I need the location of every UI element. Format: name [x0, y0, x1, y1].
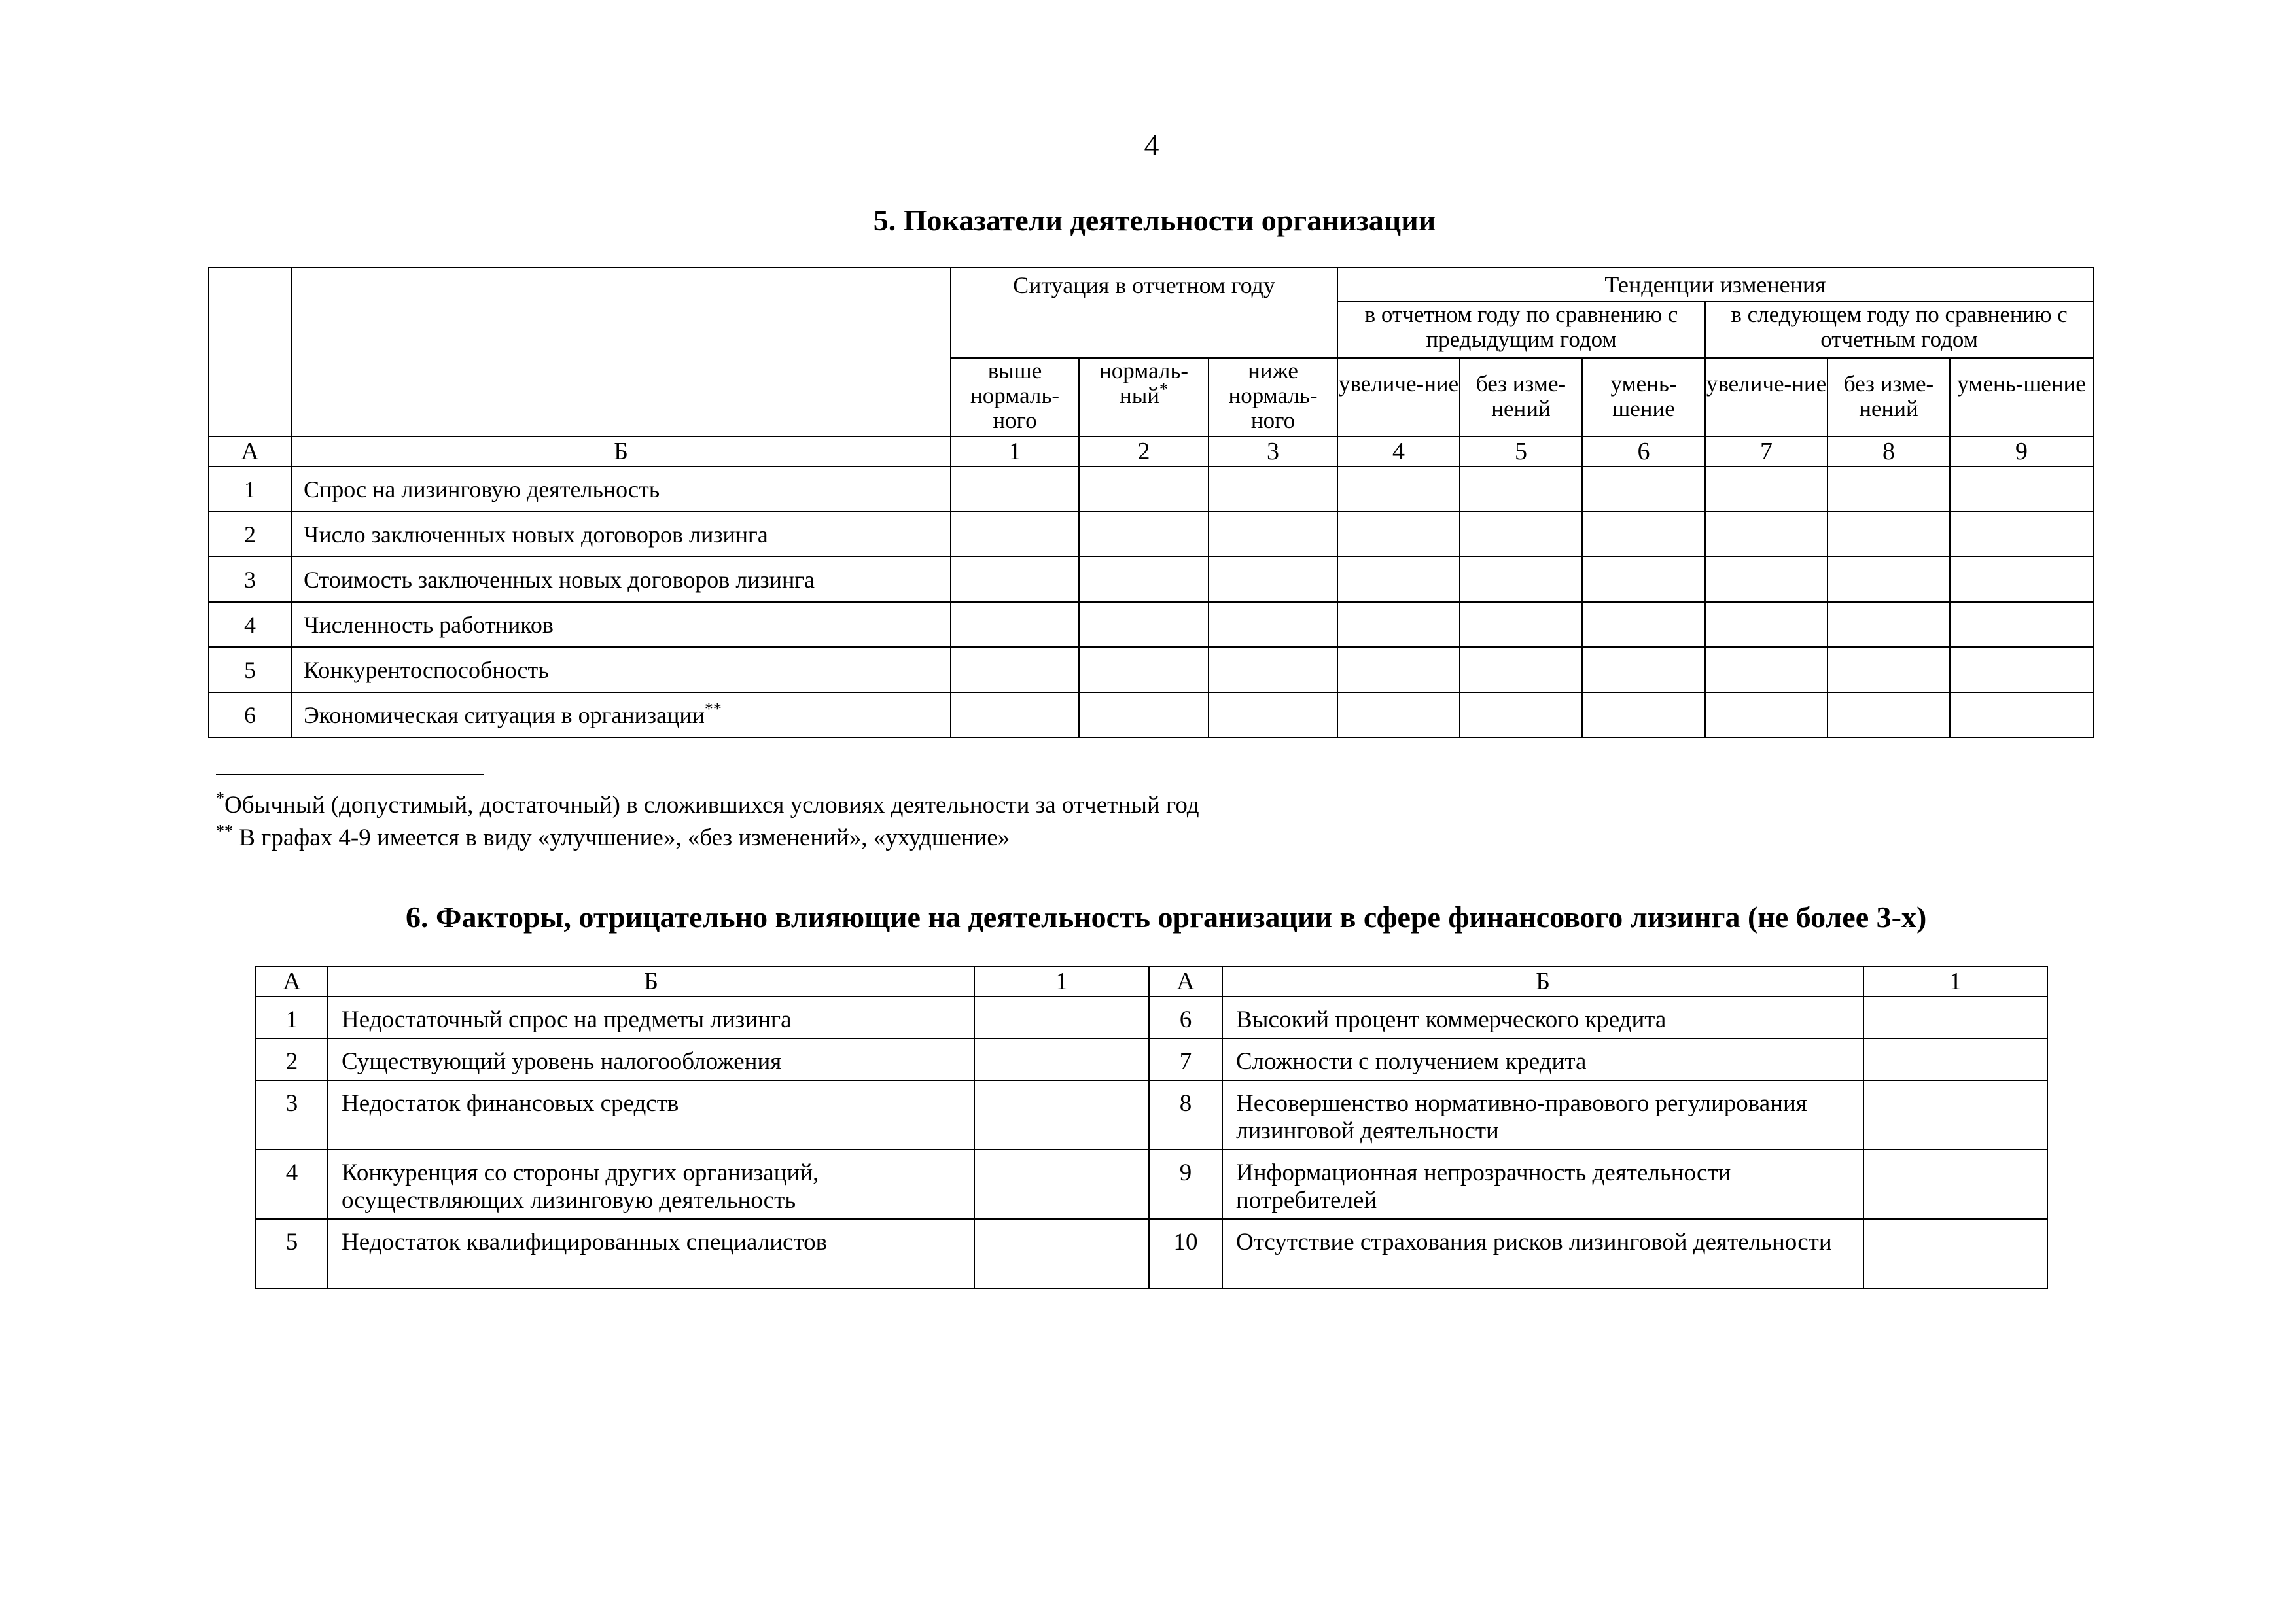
- index-cell: 1: [974, 966, 1149, 996]
- table-row: [209, 692, 2093, 737]
- value-cell[interactable]: [1079, 467, 1209, 512]
- value-cell[interactable]: [951, 557, 1079, 602]
- value-cell[interactable]: [1863, 1038, 2047, 1080]
- table-row: [256, 996, 2047, 1038]
- value-cell[interactable]: [1460, 512, 1582, 557]
- value-cell[interactable]: [1079, 512, 1209, 557]
- sit-col-header: выше нормаль-ного: [951, 358, 1079, 436]
- value-cell[interactable]: [1582, 602, 1705, 647]
- row-number: 1: [209, 467, 291, 512]
- value-cell[interactable]: [974, 996, 1149, 1038]
- trend-next-header: в следующем году по сравнению с отчетным годом: [1705, 302, 2093, 358]
- value-cell[interactable]: [1828, 557, 1950, 602]
- factor-label: Конкуренция со стороны других организаций, осуществляющих лизинговую деятельность: [328, 1150, 974, 1219]
- value-cell[interactable]: [1828, 467, 1950, 512]
- row-label: Конкурентоспособность: [291, 647, 951, 692]
- label-header-cell: [291, 268, 951, 436]
- value-cell[interactable]: [1863, 1219, 2047, 1288]
- value-cell[interactable]: [1337, 557, 1460, 602]
- table-row: [209, 512, 2093, 557]
- factor-label: Недостаток квалифицированных специалистов: [328, 1219, 974, 1288]
- corner-cell: [209, 268, 291, 436]
- index-cell: 4: [1337, 436, 1460, 467]
- row-number: 5: [256, 1219, 328, 1288]
- situation-header: Ситуация в отчетном году: [951, 268, 1337, 358]
- trend-col-header: увеличе-ние: [1337, 358, 1460, 436]
- value-cell[interactable]: [1950, 557, 2093, 602]
- value-cell[interactable]: [1337, 692, 1460, 737]
- row-number: 8: [1149, 1080, 1222, 1150]
- row-number: 2: [209, 512, 291, 557]
- value-cell[interactable]: [1863, 996, 2047, 1038]
- value-cell[interactable]: [951, 467, 1079, 512]
- value-cell[interactable]: [1582, 512, 1705, 557]
- value-cell[interactable]: [1337, 647, 1460, 692]
- factor-label: Несовершенство нормативно-правового регулирования лизинговой деятельности: [1222, 1080, 1863, 1150]
- row-number: 7: [1149, 1038, 1222, 1080]
- factor-label: Высокий процент коммерческого кредита: [1222, 996, 1863, 1038]
- table-row: [209, 602, 2093, 647]
- table-row: [256, 1038, 2047, 1080]
- value-cell[interactable]: [1705, 647, 1828, 692]
- row-number: 3: [256, 1080, 328, 1150]
- row-number: 5: [209, 647, 291, 692]
- index-cell: 5: [1460, 436, 1582, 467]
- value-cell[interactable]: [1863, 1150, 2047, 1219]
- value-cell[interactable]: [1209, 647, 1337, 692]
- factor-label: Существующий уровень налогообложения: [328, 1038, 974, 1080]
- value-cell[interactable]: [1705, 467, 1828, 512]
- index-cell: 1: [1863, 966, 2047, 996]
- value-cell[interactable]: [1337, 467, 1460, 512]
- index-cell: Б: [1222, 966, 1863, 996]
- value-cell[interactable]: [1828, 647, 1950, 692]
- index-cell: 1: [951, 436, 1079, 467]
- section6-title: 6. Факторы, отрицательно влияющие на деятельность организации в сфере финансового лизинга (не более 3-х): [406, 900, 1927, 934]
- value-cell[interactable]: [1950, 512, 2093, 557]
- value-cell[interactable]: [974, 1080, 1149, 1150]
- footnote-1: *Обычный (допустимый, достаточный) в сложившихся условиях деятельности за отчетный год: [216, 788, 1199, 819]
- value-cell[interactable]: [951, 602, 1079, 647]
- table-row: [209, 557, 2093, 602]
- value-cell[interactable]: [1209, 512, 1337, 557]
- value-cell[interactable]: [974, 1038, 1149, 1080]
- value-cell[interactable]: [1863, 1080, 2047, 1150]
- row-number: 1: [256, 996, 328, 1038]
- value-cell[interactable]: [1582, 557, 1705, 602]
- value-cell[interactable]: [1209, 692, 1337, 737]
- row-number: 9: [1149, 1150, 1222, 1219]
- value-cell[interactable]: [1460, 467, 1582, 512]
- footnotes: [216, 772, 1199, 855]
- trend-col-header: умень-шение: [1950, 358, 2093, 436]
- value-cell[interactable]: [1705, 512, 1828, 557]
- section5-title: 5. Показатели деятельности организации: [873, 203, 1436, 237]
- value-cell[interactable]: [951, 647, 1079, 692]
- row-number: 6: [209, 692, 291, 737]
- page-number: 4: [1144, 128, 1159, 162]
- index-cell: 7: [1705, 436, 1828, 467]
- sit-col-header: ниже нормаль-ного: [1209, 358, 1337, 436]
- column-index-row: [256, 966, 2047, 996]
- value-cell[interactable]: [1209, 467, 1337, 512]
- row-number: 4: [209, 602, 291, 647]
- factor-label: Сложности с получением кредита: [1222, 1038, 1863, 1080]
- row-label: Экономическая ситуация в организации**: [291, 692, 951, 737]
- table-row: [209, 467, 2093, 512]
- factor-label: Недостаточный спрос на предметы лизинга: [328, 996, 974, 1038]
- trend-col-header: увеличе-ние: [1705, 358, 1828, 436]
- table-row: [256, 1080, 2047, 1150]
- value-cell[interactable]: [951, 692, 1079, 737]
- sit-col-header: нормаль-ный*: [1079, 358, 1209, 436]
- row-label: Стоимость заключенных новых договоров лизинга: [291, 557, 951, 602]
- index-cell: 3: [1209, 436, 1337, 467]
- index-cell: 8: [1828, 436, 1950, 467]
- value-cell[interactable]: [1079, 692, 1209, 737]
- index-cell: 6: [1582, 436, 1705, 467]
- value-cell[interactable]: [1705, 602, 1828, 647]
- value-cell[interactable]: [1950, 467, 2093, 512]
- row-label: Численность работников: [291, 602, 951, 647]
- row-label: Число заключенных новых договоров лизинга: [291, 512, 951, 557]
- value-cell[interactable]: [1705, 557, 1828, 602]
- index-cell: Б: [328, 966, 974, 996]
- footnote-2: ** В графах 4-9 имеется в виду «улучшение», «без изменений», «ухудшение»: [216, 821, 1010, 851]
- table-row: [256, 1150, 2047, 1219]
- row-label: Спрос на лизинговую деятельность: [291, 467, 951, 512]
- value-cell[interactable]: [1460, 692, 1582, 737]
- factor-label: Недостаток финансовых средств: [328, 1080, 974, 1150]
- value-cell[interactable]: [1337, 602, 1460, 647]
- table-row: [209, 647, 2093, 692]
- factors-table: [255, 966, 2048, 1289]
- value-cell[interactable]: [1828, 692, 1950, 737]
- index-cell: А: [209, 436, 291, 467]
- column-index-row: [209, 436, 2093, 467]
- value-cell[interactable]: [1079, 557, 1209, 602]
- row-number: 2: [256, 1038, 328, 1080]
- value-cell[interactable]: [1337, 512, 1460, 557]
- table-row: [256, 1219, 2047, 1288]
- value-cell[interactable]: [1828, 512, 1950, 557]
- value-cell[interactable]: [1079, 602, 1209, 647]
- index-cell: Б: [291, 436, 951, 467]
- index-cell: А: [1149, 966, 1222, 996]
- value-cell[interactable]: [1079, 647, 1209, 692]
- factor-label: Отсутствие страхования рисков лизинговой деятельности: [1222, 1219, 1863, 1288]
- value-cell[interactable]: [1582, 647, 1705, 692]
- index-cell: 2: [1079, 436, 1209, 467]
- value-cell[interactable]: [974, 1150, 1149, 1219]
- value-cell[interactable]: [1950, 647, 2093, 692]
- value-cell[interactable]: [1460, 602, 1582, 647]
- value-cell[interactable]: [1950, 692, 2093, 737]
- row-number: 6: [1149, 996, 1222, 1038]
- row-number: 10: [1149, 1219, 1222, 1288]
- value-cell[interactable]: [1582, 692, 1705, 737]
- value-cell[interactable]: [1460, 647, 1582, 692]
- trend-col-header: без изме-нений: [1828, 358, 1950, 436]
- trend-col-header: умень-шение: [1582, 358, 1705, 436]
- value-cell[interactable]: [1460, 557, 1582, 602]
- trend-prev-header: в отчетном году по сравнению с предыдущим годом: [1337, 302, 1705, 358]
- index-cell: 9: [1950, 436, 2093, 467]
- value-cell[interactable]: [974, 1219, 1149, 1288]
- index-cell: А: [256, 966, 328, 996]
- trends-header: Тенденции изменения: [1337, 268, 2093, 302]
- value-cell[interactable]: [1705, 692, 1828, 737]
- value-cell[interactable]: [1950, 602, 2093, 647]
- trend-col-header: без изме-нений: [1460, 358, 1582, 436]
- value-cell[interactable]: [1209, 557, 1337, 602]
- factor-label: Информационная непрозрачность деятельности потребителей: [1222, 1150, 1863, 1219]
- indicators-table: [208, 267, 2094, 738]
- value-cell[interactable]: [951, 512, 1079, 557]
- value-cell[interactable]: [1582, 467, 1705, 512]
- row-number: 4: [256, 1150, 328, 1219]
- value-cell[interactable]: [1828, 602, 1950, 647]
- value-cell[interactable]: [1209, 602, 1337, 647]
- row-number: 3: [209, 557, 291, 602]
